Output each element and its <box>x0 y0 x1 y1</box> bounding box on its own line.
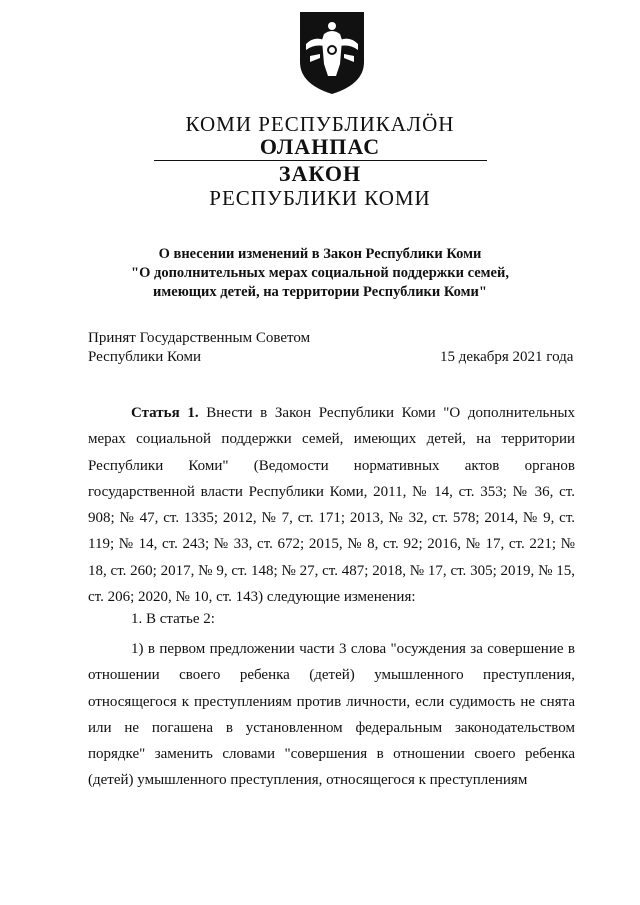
header-zakon: ЗАКОН <box>278 161 362 186</box>
adoption-line-2: Республики Коми <box>88 349 201 365</box>
article-1-paragraph <box>88 400 575 610</box>
law-title-line-2: "О дополнительных мерах социальной поддержки семей, <box>131 265 509 281</box>
header-olanpas: ОЛАНПАС <box>259 134 381 159</box>
header-republic: РЕСПУБЛИКИ КОМИ <box>209 186 431 210</box>
adoption-line-1: Принят Государственным Советом <box>88 330 311 346</box>
article-1-heading: Статья 1. <box>131 405 199 421</box>
article-1-text: Внести в Закон Республики Коми "О дополнительных мерах социальной поддержки семей, имеющих детей, на территории Республики Коми" (Ведомости нормативных актов органов государственной власти Республики Коми, 2011, № 14, ст. 353; № 36, ст. 908; № 47, ст. 1335; 2012, № 7, ст. 171; 2013, № 32, ст. 578; 2014, № 9, ст. 119; № 14, ст. 243; № 33, ст. 672; 2015, № 8, ст. 92; 2016, № 17, ст. 221; № 18, ст. 260; 2017, № 9, ст. 148; № 27, ст. 487; 2018, № 17, ст. 305; 2019, № 15, ст. 206; 2020, № 10, ст. 143) следующие изменения: <box>88 405 576 606</box>
law-title-line-1: О внесении изменений в Закон Республики Коми <box>158 246 482 262</box>
adoption-date: 15 декабря 2021 года <box>440 349 574 365</box>
law-title-line-3: имеющих детей, на территории Республики Коми" <box>153 284 487 300</box>
komi-coat-of-arms-icon <box>298 10 366 96</box>
header-komi-name: КОМИ РЕСПУБЛИКАЛӦН <box>185 112 455 136</box>
item-1-label: 1. В статье 2: <box>131 611 215 627</box>
subitem-1-paragraph: 1) в первом предложении части 3 слова "осуждения за совершение в отношении своего ребенка (детей) умышленного преступления, относящегося к преступлениям против личности, если судимость не снята или не погашена в установленном федеральным законодательством порядке" заменить словами "совершения в отношении своего ребенка (детей) умышленного преступления, относящегося к преступлениям <box>88 641 575 789</box>
